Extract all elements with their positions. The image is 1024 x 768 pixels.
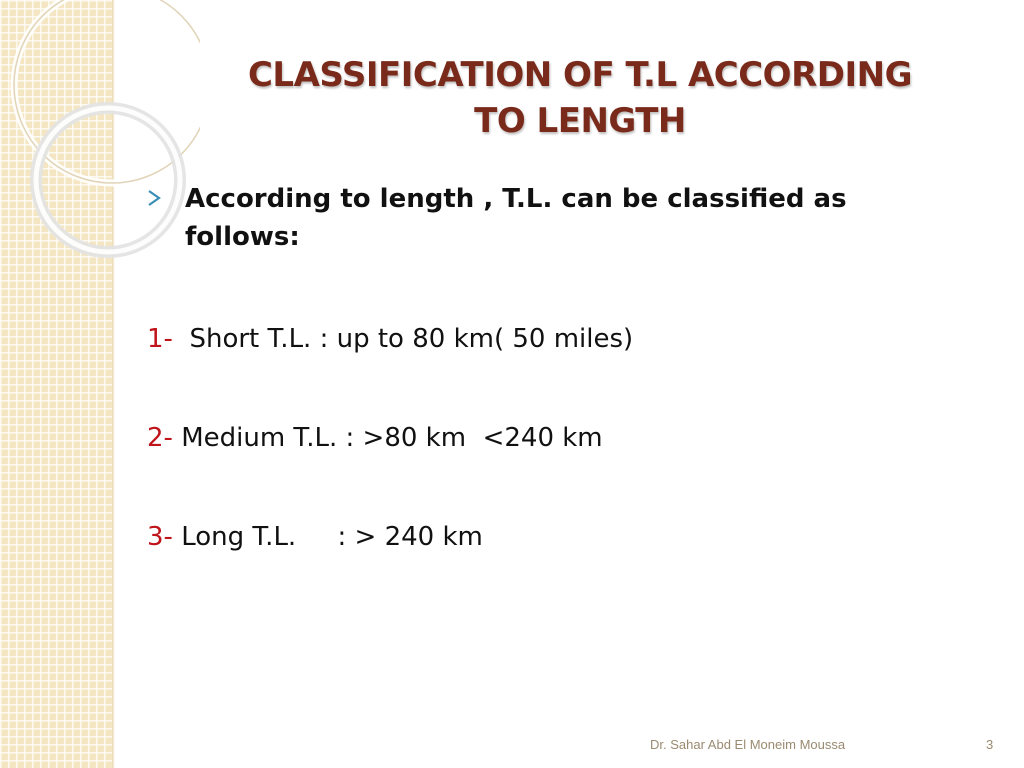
page-number: 3 <box>986 737 994 752</box>
title-line-1: CLASSIFICATION OF T.L ACCORDING <box>247 55 913 95</box>
intro-text <box>185 180 847 256</box>
list-item-medium <box>147 421 603 455</box>
list-item-number: 2- <box>147 423 173 453</box>
arrow-bullet-icon <box>147 180 185 211</box>
list-item-short <box>147 322 633 356</box>
intro-line-1: According to length , T.L. can be classified as <box>185 184 847 214</box>
intro-bullet <box>147 180 907 256</box>
list-item-long <box>147 520 483 554</box>
list-item-number: 3- <box>147 522 173 552</box>
list-item-number: 1- <box>147 324 173 354</box>
side-band-edge <box>112 0 115 768</box>
list-item-text: Long T.L. : > 240 km <box>172 522 483 552</box>
list-item-text: Medium T.L. : >80 km <240 km <box>172 423 603 453</box>
page-title <box>150 52 1010 144</box>
list-item-text: Short T.L. : up to 80 km( 50 miles) <box>172 324 634 354</box>
intro-line-2: follows: <box>185 222 300 252</box>
decorative-side-band <box>0 0 112 768</box>
footer-author: Dr. Sahar Abd El Moneim Moussa <box>650 737 846 752</box>
title-line-2: TO LENGTH <box>474 101 686 141</box>
